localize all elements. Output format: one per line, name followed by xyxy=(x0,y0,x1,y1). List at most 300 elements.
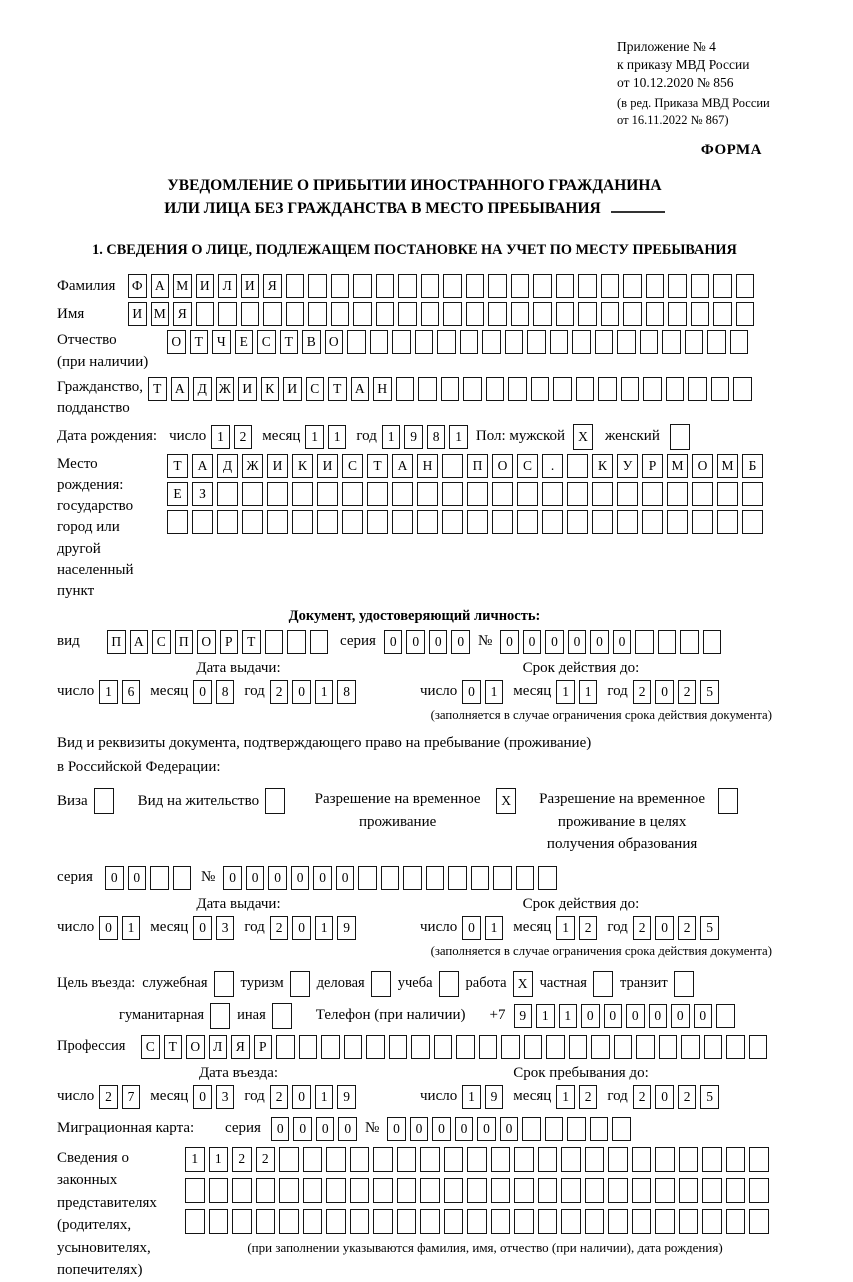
char-box[interactable]: 0 xyxy=(292,680,311,704)
char-box[interactable] xyxy=(167,510,188,534)
char-box[interactable]: Р xyxy=(642,454,663,478)
char-box[interactable] xyxy=(442,454,463,478)
char-box[interactable] xyxy=(542,482,563,506)
char-box[interactable]: 0 xyxy=(291,866,310,890)
char-box[interactable] xyxy=(514,1147,534,1172)
char-box[interactable] xyxy=(578,302,597,326)
char-box[interactable]: 2 xyxy=(678,1085,697,1109)
char-box[interactable] xyxy=(217,482,238,506)
char-box[interactable]: 1 xyxy=(122,916,141,940)
char-box[interactable]: А xyxy=(151,274,170,298)
char-box[interactable]: 0 xyxy=(655,680,674,704)
char-box[interactable] xyxy=(670,424,690,450)
char-box[interactable]: 0 xyxy=(523,630,542,654)
char-box[interactable]: 1 xyxy=(211,425,230,449)
char-box[interactable] xyxy=(276,1035,295,1059)
char-box[interactable]: Т xyxy=(280,330,299,354)
char-box[interactable]: 0 xyxy=(292,916,311,940)
char-box[interactable] xyxy=(392,482,413,506)
char-box[interactable] xyxy=(373,1147,393,1172)
char-box[interactable] xyxy=(617,330,636,354)
char-box[interactable] xyxy=(286,274,305,298)
char-box[interactable]: 0 xyxy=(545,630,564,654)
char-box[interactable]: 2 xyxy=(270,1085,289,1109)
char-box[interactable] xyxy=(218,302,237,326)
char-box[interactable]: Ф xyxy=(128,274,147,298)
char-box[interactable]: У xyxy=(617,454,638,478)
char-box[interactable] xyxy=(585,1209,605,1234)
char-box[interactable] xyxy=(426,866,445,890)
char-box[interactable] xyxy=(209,1209,229,1234)
char-box[interactable] xyxy=(585,1178,605,1203)
char-box[interactable]: 0 xyxy=(429,630,448,654)
char-box[interactable] xyxy=(640,330,659,354)
char-box[interactable]: 0 xyxy=(99,916,118,940)
char-box[interactable]: И xyxy=(283,377,302,401)
char-box[interactable]: М xyxy=(717,454,738,478)
char-box[interactable]: Т xyxy=(367,454,388,478)
char-box[interactable] xyxy=(398,274,417,298)
char-box[interactable]: 0 xyxy=(387,1117,406,1141)
char-box[interactable]: З xyxy=(192,482,213,506)
char-box[interactable] xyxy=(466,302,485,326)
char-box[interactable]: 0 xyxy=(613,630,632,654)
char-box[interactable] xyxy=(531,377,550,401)
char-box[interactable] xyxy=(608,1178,628,1203)
char-box[interactable] xyxy=(434,1035,453,1059)
char-box[interactable]: X xyxy=(496,788,516,814)
char-box[interactable] xyxy=(317,510,338,534)
char-box[interactable] xyxy=(546,1035,565,1059)
char-box[interactable] xyxy=(232,1178,252,1203)
char-box[interactable] xyxy=(488,302,507,326)
char-box[interactable] xyxy=(256,1209,276,1234)
char-box[interactable] xyxy=(367,510,388,534)
char-box[interactable]: Ж xyxy=(242,454,263,478)
char-box[interactable]: Я xyxy=(263,274,282,298)
char-box[interactable]: А xyxy=(351,377,370,401)
char-box[interactable]: Я xyxy=(231,1035,250,1059)
char-box[interactable] xyxy=(680,630,699,654)
char-box[interactable]: 0 xyxy=(193,916,212,940)
char-box[interactable] xyxy=(688,377,707,401)
char-box[interactable]: 0 xyxy=(455,1117,474,1141)
char-box[interactable] xyxy=(703,630,722,654)
char-box[interactable] xyxy=(572,330,591,354)
char-box[interactable] xyxy=(241,302,260,326)
char-box[interactable] xyxy=(636,1035,655,1059)
char-box[interactable]: О xyxy=(197,630,216,654)
char-box[interactable] xyxy=(192,510,213,534)
char-box[interactable] xyxy=(522,1117,541,1141)
char-box[interactable] xyxy=(742,510,763,534)
char-box[interactable] xyxy=(403,866,422,890)
char-box[interactable]: В xyxy=(302,330,321,354)
char-box[interactable]: 0 xyxy=(694,1004,713,1028)
char-box[interactable]: 0 xyxy=(128,866,147,890)
char-box[interactable]: 9 xyxy=(337,916,356,940)
char-box[interactable] xyxy=(505,330,524,354)
char-box[interactable] xyxy=(632,1178,652,1203)
char-box[interactable] xyxy=(601,302,620,326)
char-box[interactable]: 1 xyxy=(99,680,118,704)
char-box[interactable]: 0 xyxy=(655,1085,674,1109)
char-box[interactable] xyxy=(290,971,310,997)
char-box[interactable] xyxy=(488,274,507,298)
char-box[interactable] xyxy=(514,1178,534,1203)
char-box[interactable] xyxy=(492,510,513,534)
char-box[interactable]: X xyxy=(513,971,533,997)
char-box[interactable] xyxy=(667,482,688,506)
char-box[interactable] xyxy=(567,1117,586,1141)
char-box[interactable] xyxy=(367,482,388,506)
char-box[interactable] xyxy=(242,510,263,534)
char-box[interactable]: Р xyxy=(220,630,239,654)
char-box[interactable] xyxy=(538,866,557,890)
char-box[interactable] xyxy=(358,866,377,890)
char-box[interactable] xyxy=(444,1147,464,1172)
char-box[interactable]: 1 xyxy=(536,1004,555,1028)
char-box[interactable] xyxy=(342,510,363,534)
char-box[interactable]: 0 xyxy=(649,1004,668,1028)
char-box[interactable] xyxy=(691,302,710,326)
char-box[interactable]: 1 xyxy=(328,425,347,449)
char-box[interactable]: И xyxy=(267,454,288,478)
char-box[interactable] xyxy=(514,1209,534,1234)
char-box[interactable] xyxy=(421,302,440,326)
char-box[interactable] xyxy=(590,1117,609,1141)
char-box[interactable] xyxy=(448,866,467,890)
char-box[interactable]: 0 xyxy=(271,1117,290,1141)
char-box[interactable] xyxy=(397,1178,417,1203)
char-box[interactable] xyxy=(679,1147,699,1172)
char-box[interactable] xyxy=(471,866,490,890)
char-box[interactable] xyxy=(658,630,677,654)
char-box[interactable] xyxy=(511,302,530,326)
char-box[interactable] xyxy=(561,1147,581,1172)
char-box[interactable] xyxy=(303,1178,323,1203)
char-box[interactable]: 0 xyxy=(671,1004,690,1028)
char-box[interactable] xyxy=(702,1178,722,1203)
char-box[interactable]: 1 xyxy=(462,1085,481,1109)
char-box[interactable]: 2 xyxy=(678,680,697,704)
char-box[interactable] xyxy=(642,482,663,506)
char-box[interactable] xyxy=(456,1035,475,1059)
char-box[interactable] xyxy=(733,377,752,401)
char-box[interactable]: 2 xyxy=(678,916,697,940)
char-box[interactable] xyxy=(717,482,738,506)
char-box[interactable]: Т xyxy=(148,377,167,401)
char-box[interactable] xyxy=(420,1209,440,1234)
char-box[interactable] xyxy=(185,1178,205,1203)
char-box[interactable] xyxy=(493,866,512,890)
char-box[interactable] xyxy=(347,330,366,354)
char-box[interactable] xyxy=(242,482,263,506)
char-box[interactable]: 1 xyxy=(382,425,401,449)
char-box[interactable]: К xyxy=(592,454,613,478)
char-box[interactable]: Л xyxy=(209,1035,228,1059)
char-box[interactable]: 5 xyxy=(700,1085,719,1109)
char-box[interactable] xyxy=(646,274,665,298)
char-box[interactable] xyxy=(442,482,463,506)
char-box[interactable] xyxy=(373,1209,393,1234)
char-box[interactable] xyxy=(749,1147,769,1172)
char-box[interactable]: 1 xyxy=(315,680,334,704)
char-box[interactable]: 1 xyxy=(315,916,334,940)
char-box[interactable] xyxy=(486,377,505,401)
char-box[interactable] xyxy=(466,274,485,298)
char-box[interactable] xyxy=(265,630,284,654)
char-box[interactable] xyxy=(443,302,462,326)
char-box[interactable] xyxy=(561,1209,581,1234)
char-box[interactable] xyxy=(272,1003,292,1029)
char-box[interactable]: 2 xyxy=(579,1085,598,1109)
char-box[interactable] xyxy=(612,1117,631,1141)
char-box[interactable] xyxy=(279,1147,299,1172)
char-box[interactable] xyxy=(711,377,730,401)
char-box[interactable] xyxy=(373,1178,393,1203)
char-box[interactable]: Т xyxy=(190,330,209,354)
char-box[interactable]: 8 xyxy=(216,680,235,704)
char-box[interactable]: 6 xyxy=(122,680,141,704)
char-box[interactable] xyxy=(279,1209,299,1234)
char-box[interactable] xyxy=(717,510,738,534)
char-box[interactable] xyxy=(527,330,546,354)
char-box[interactable] xyxy=(508,377,527,401)
char-box[interactable] xyxy=(668,302,687,326)
char-box[interactable] xyxy=(592,510,613,534)
char-box[interactable] xyxy=(598,377,617,401)
char-box[interactable] xyxy=(303,1209,323,1234)
char-box[interactable] xyxy=(567,510,588,534)
char-box[interactable] xyxy=(279,1178,299,1203)
char-box[interactable]: Т xyxy=(164,1035,183,1059)
char-box[interactable] xyxy=(303,1147,323,1172)
char-box[interactable] xyxy=(561,1178,581,1203)
char-box[interactable] xyxy=(232,1209,252,1234)
char-box[interactable] xyxy=(463,377,482,401)
char-box[interactable] xyxy=(439,971,459,997)
char-box[interactable]: 1 xyxy=(556,1085,575,1109)
char-box[interactable] xyxy=(342,482,363,506)
char-box[interactable]: С xyxy=(152,630,171,654)
char-box[interactable] xyxy=(674,971,694,997)
char-box[interactable]: М xyxy=(151,302,170,326)
char-box[interactable]: И xyxy=(317,454,338,478)
char-box[interactable]: 0 xyxy=(338,1117,357,1141)
char-box[interactable] xyxy=(326,1147,346,1172)
char-box[interactable]: Д xyxy=(193,377,212,401)
char-box[interactable] xyxy=(592,482,613,506)
char-box[interactable]: 0 xyxy=(568,630,587,654)
char-box[interactable] xyxy=(749,1209,769,1234)
char-box[interactable]: Д xyxy=(217,454,238,478)
char-box[interactable]: 2 xyxy=(232,1147,252,1172)
char-box[interactable] xyxy=(742,482,763,506)
char-box[interactable] xyxy=(608,1147,628,1172)
char-box[interactable] xyxy=(646,302,665,326)
char-box[interactable] xyxy=(713,302,732,326)
char-box[interactable] xyxy=(749,1035,768,1059)
char-box[interactable] xyxy=(702,1147,722,1172)
char-box[interactable]: 0 xyxy=(268,866,287,890)
char-box[interactable] xyxy=(623,274,642,298)
char-box[interactable] xyxy=(621,377,640,401)
char-box[interactable]: 0 xyxy=(293,1117,312,1141)
char-box[interactable] xyxy=(736,274,755,298)
char-box[interactable]: 2 xyxy=(234,425,253,449)
char-box[interactable]: С xyxy=(257,330,276,354)
char-box[interactable] xyxy=(576,377,595,401)
char-box[interactable]: 2 xyxy=(579,916,598,940)
char-box[interactable]: 0 xyxy=(451,630,470,654)
char-box[interactable] xyxy=(350,1178,370,1203)
char-box[interactable] xyxy=(556,302,575,326)
char-box[interactable]: Я xyxy=(173,302,192,326)
char-box[interactable] xyxy=(420,1178,440,1203)
char-box[interactable] xyxy=(397,1209,417,1234)
char-box[interactable]: Т xyxy=(328,377,347,401)
char-box[interactable] xyxy=(681,1035,700,1059)
char-box[interactable]: . xyxy=(542,454,563,478)
char-box[interactable]: П xyxy=(107,630,126,654)
char-box[interactable] xyxy=(350,1209,370,1234)
char-box[interactable] xyxy=(726,1147,746,1172)
char-box[interactable]: 0 xyxy=(223,866,242,890)
char-box[interactable] xyxy=(370,330,389,354)
char-box[interactable] xyxy=(353,274,372,298)
char-box[interactable] xyxy=(376,302,395,326)
char-box[interactable]: А xyxy=(171,377,190,401)
char-box[interactable] xyxy=(267,510,288,534)
char-box[interactable]: 0 xyxy=(626,1004,645,1028)
char-box[interactable]: И xyxy=(196,274,215,298)
char-box[interactable]: 3 xyxy=(216,1085,235,1109)
char-box[interactable]: 3 xyxy=(216,916,235,940)
char-box[interactable] xyxy=(411,1035,430,1059)
char-box[interactable] xyxy=(326,1209,346,1234)
char-box[interactable]: 0 xyxy=(105,866,124,890)
char-box[interactable]: И xyxy=(238,377,257,401)
char-box[interactable]: 8 xyxy=(337,680,356,704)
char-box[interactable] xyxy=(417,510,438,534)
char-box[interactable]: Ч xyxy=(212,330,231,354)
char-box[interactable] xyxy=(310,630,329,654)
char-box[interactable]: 5 xyxy=(700,916,719,940)
char-box[interactable] xyxy=(467,1209,487,1234)
char-box[interactable]: 0 xyxy=(246,866,265,890)
char-box[interactable] xyxy=(267,482,288,506)
char-box[interactable]: Б xyxy=(742,454,763,478)
char-box[interactable]: О xyxy=(167,330,186,354)
char-box[interactable] xyxy=(666,377,685,401)
char-box[interactable] xyxy=(397,1147,417,1172)
char-box[interactable] xyxy=(679,1178,699,1203)
char-box[interactable] xyxy=(392,330,411,354)
char-box[interactable] xyxy=(617,510,638,534)
char-box[interactable] xyxy=(321,1035,340,1059)
char-box[interactable]: П xyxy=(175,630,194,654)
char-box[interactable] xyxy=(482,330,501,354)
char-box[interactable] xyxy=(94,788,114,814)
char-box[interactable] xyxy=(595,330,614,354)
char-box[interactable] xyxy=(467,1147,487,1172)
char-box[interactable] xyxy=(317,482,338,506)
char-box[interactable] xyxy=(726,1035,745,1059)
char-box[interactable]: 8 xyxy=(427,425,446,449)
char-box[interactable] xyxy=(524,1035,543,1059)
char-box[interactable] xyxy=(420,1147,440,1172)
char-box[interactable] xyxy=(308,274,327,298)
char-box[interactable] xyxy=(150,866,169,890)
char-box[interactable]: 0 xyxy=(193,680,212,704)
char-box[interactable] xyxy=(679,1209,699,1234)
char-box[interactable]: О xyxy=(692,454,713,478)
char-box[interactable] xyxy=(668,274,687,298)
char-box[interactable] xyxy=(662,330,681,354)
char-box[interactable] xyxy=(396,377,415,401)
char-box[interactable]: О xyxy=(492,454,513,478)
char-box[interactable] xyxy=(659,1035,678,1059)
char-box[interactable] xyxy=(214,971,234,997)
char-box[interactable] xyxy=(542,510,563,534)
char-box[interactable] xyxy=(578,274,597,298)
char-box[interactable] xyxy=(655,1178,675,1203)
char-box[interactable]: О xyxy=(325,330,344,354)
char-box[interactable] xyxy=(730,330,749,354)
char-box[interactable] xyxy=(196,302,215,326)
char-box[interactable]: 1 xyxy=(559,1004,578,1028)
char-box[interactable]: Л xyxy=(218,274,237,298)
char-box[interactable] xyxy=(263,302,282,326)
char-box[interactable] xyxy=(492,482,513,506)
char-box[interactable]: К xyxy=(292,454,313,478)
char-box[interactable] xyxy=(217,510,238,534)
char-box[interactable] xyxy=(350,1147,370,1172)
char-box[interactable] xyxy=(442,510,463,534)
char-box[interactable]: Т xyxy=(242,630,261,654)
char-box[interactable] xyxy=(617,482,638,506)
char-box[interactable]: 2 xyxy=(633,916,652,940)
char-box[interactable]: 0 xyxy=(316,1117,335,1141)
char-box[interactable] xyxy=(726,1209,746,1234)
char-box[interactable]: П xyxy=(467,454,488,478)
char-box[interactable]: О xyxy=(186,1035,205,1059)
char-box[interactable] xyxy=(553,377,572,401)
char-box[interactable]: 7 xyxy=(122,1085,141,1109)
char-box[interactable] xyxy=(256,1178,276,1203)
char-box[interactable] xyxy=(331,274,350,298)
char-box[interactable] xyxy=(716,1004,735,1028)
char-box[interactable]: 2 xyxy=(270,680,289,704)
char-box[interactable] xyxy=(538,1178,558,1203)
char-box[interactable] xyxy=(632,1147,652,1172)
char-box[interactable] xyxy=(538,1147,558,1172)
char-box[interactable]: Р xyxy=(254,1035,273,1059)
char-box[interactable]: А xyxy=(130,630,149,654)
char-box[interactable]: 1 xyxy=(315,1085,334,1109)
char-box[interactable]: 0 xyxy=(462,680,481,704)
char-box[interactable] xyxy=(702,1209,722,1234)
char-box[interactable] xyxy=(292,510,313,534)
char-box[interactable]: 2 xyxy=(256,1147,276,1172)
char-box[interactable]: 1 xyxy=(449,425,468,449)
char-box[interactable]: 0 xyxy=(336,866,355,890)
char-box[interactable] xyxy=(421,274,440,298)
char-box[interactable] xyxy=(392,510,413,534)
char-box[interactable]: С xyxy=(342,454,363,478)
char-box[interactable]: 9 xyxy=(337,1085,356,1109)
